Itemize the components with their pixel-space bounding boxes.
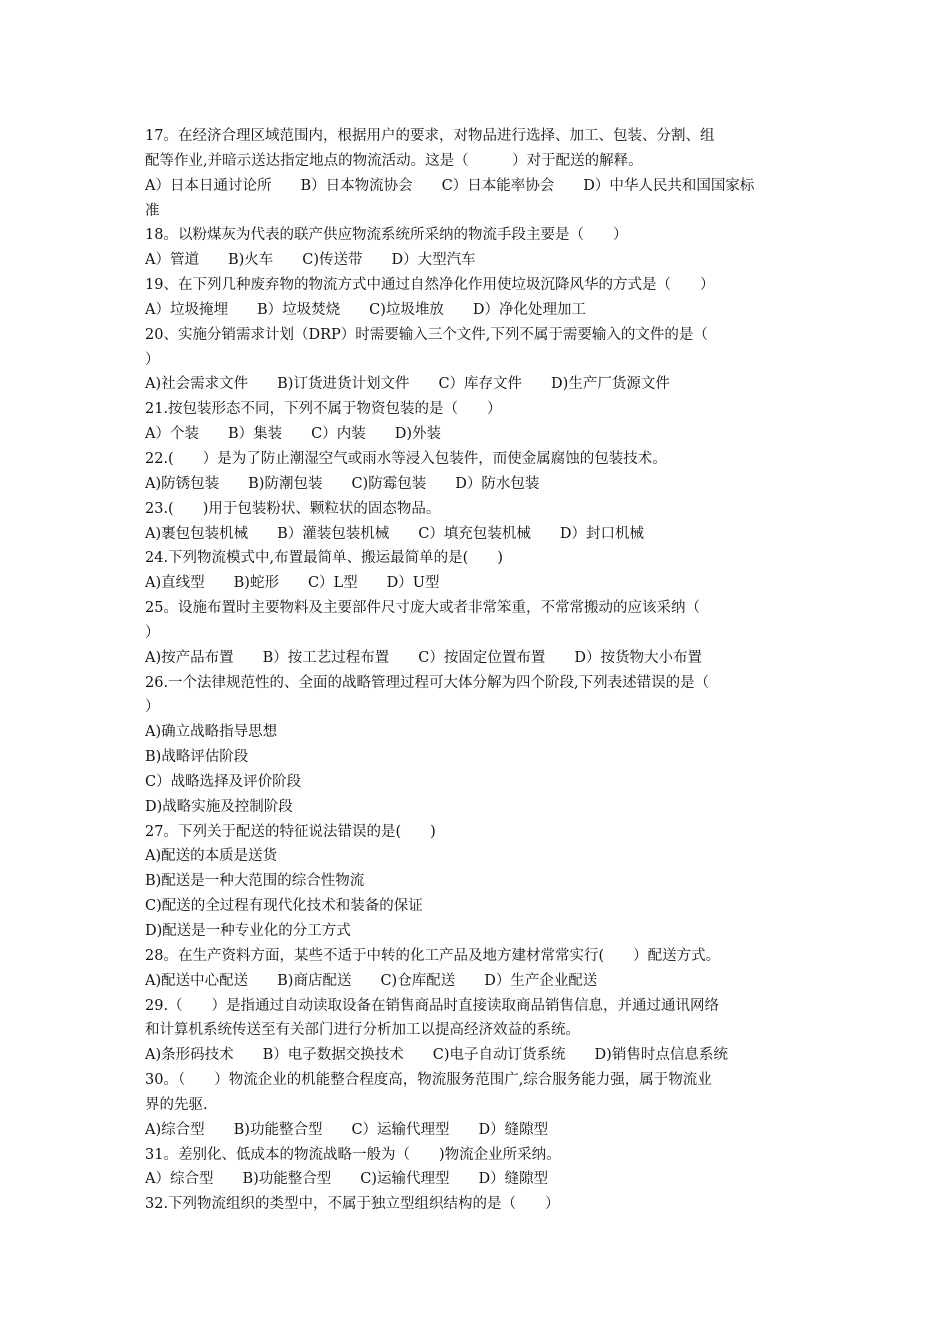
text-line: 30。（ ）物流企业的机能整合程度高，物流服务范围广,综合服务能力强，属于物流业: [145, 1072, 712, 1089]
text-line: 21.按包装形态不同，下列不属于物资包装的是（ ）: [145, 401, 502, 418]
text-line: 29.（ ）是指通过自动读取设备在销售商品时直接读取商品销售信息，并通过通讯网络: [145, 997, 720, 1014]
text-line: C）战略选择及评价阶段: [145, 773, 302, 790]
text-line: B)战略评估阶段: [145, 749, 249, 766]
text-line: A)确立战略指导思想: [145, 724, 278, 741]
text-line: A）管道 B)火车 C)传送带 D）大型汽车: [145, 252, 476, 269]
text-line: 24.下列物流模式中,布置最简单、搬运最简单的是( ): [145, 550, 503, 567]
text-line: A)配送的本质是送货: [145, 848, 278, 865]
text-line: A）日本日通讨论所 B）日本物流协会 C）日本能率协会 D）中华人民共和国国家标: [145, 177, 755, 194]
text-line: A）综合型 B)功能整合型 C)运输代理型 D）缝隙型: [145, 1171, 549, 1188]
text-line: ）: [145, 351, 160, 368]
text-line: A)条形码技术 B）电子数据交换技术 C)电子自动订货系统 D)销售时点信息系统: [145, 1047, 728, 1064]
text-line: 准: [145, 202, 160, 219]
text-line: A)防锈包装 B)防潮包装 C)防霉包装 D）防水包装: [145, 475, 540, 492]
text-line: 28。在生产资料方面，某些不适于中转的化工产品及地方建材常常实行( ）配送方式。: [145, 947, 721, 964]
text-line: 26.一个法律规范性的、全面的战略管理过程可大体分解为四个阶段,下列表述错误的是（: [145, 674, 710, 691]
text-line: 18。以粉煤灰为代表的联产供应物流系统所采纳的物流手段主要是（ ）: [145, 227, 628, 244]
text-line: A)直线型 B)蛇形 C）L型 D）U型: [145, 575, 440, 592]
text-line: A)配送中心配送 B)商店配送 C)仓库配送 D）生产企业配送: [145, 972, 598, 989]
text-line: A)社会需求文件 B)订货进货计划文件 C）库存文件 D)生产厂货源文件: [145, 376, 670, 393]
text-line: 23.( )用于包装粉状、颗粒状的固态物品。: [145, 500, 441, 517]
text-line: 界的先驱.: [145, 1096, 208, 1113]
document-page: [145, 124, 810, 1217]
text-line: ）: [145, 624, 160, 641]
text-line: ）: [145, 699, 160, 716]
text-line: A)裹包包装机械 B）灌装包装机械 C）填充包装机械 D）封口机械: [145, 525, 645, 542]
text-line: A）个装 B）集装 C）内装 D)外装: [145, 426, 442, 443]
text-line: A)综合型 B)功能整合型 C）运输代理型 D）缝隙型: [145, 1121, 549, 1138]
text-line: 27。下列关于配送的特征说法错误的是( ): [145, 823, 436, 840]
text-line: C)配送的全过程有现代化技术和装备的保证: [145, 898, 423, 915]
text-line: B)配送是一种大范围的综合性物流: [145, 873, 365, 890]
text-line: 22.( ）是为了防止潮湿空气或雨水等浸入包装件，而使金属腐蚀的包装技术。: [145, 450, 667, 467]
text-line: 配等作业,并暗示送达指定地点的物流活动。这是（ ）对于配送的解释。: [145, 152, 643, 169]
text-line: 31。差别化、低成本的物流战略一般为（ )物流企业所采纳。: [145, 1146, 561, 1163]
text-line: 20、实施分销需求计划（DRP）时需要输入三个文件,下列不属于需要输入的文件的是（: [145, 326, 708, 343]
text-line: D)战略实施及控制阶段: [145, 798, 293, 815]
text-line: 17。在经济合理区域范围内，根据用户的要求，对物品进行选择、加工、包装、分割、组: [145, 128, 715, 144]
text-line: 19、在下列几种废弃物的物流方式中通过自然净化作用使垃圾沉降风华的方式是（ ）: [145, 277, 715, 294]
text-line: 和计算机系统传送至有关部门进行分析加工以提高经济效益的系统。: [145, 1022, 580, 1039]
text-line: 32.下列物流组织的类型中，不属于独立型组织结构的是（ ）: [145, 1196, 560, 1213]
text-line: A)按产品布置 B）按工艺过程布置 C）按固定位置布置 D）按货物大小布置: [145, 649, 703, 666]
text-line: 25。设施布置时主要物料及主要部件尺寸庞大或者非常笨重，不常常搬动的应该采纳（: [145, 600, 700, 617]
text-line: A）垃圾掩埋 B）垃圾焚烧 C)垃圾堆放 D）净化处理加工: [145, 301, 587, 318]
text-line: D)配送是一种专业化的分工方式: [145, 923, 351, 939]
